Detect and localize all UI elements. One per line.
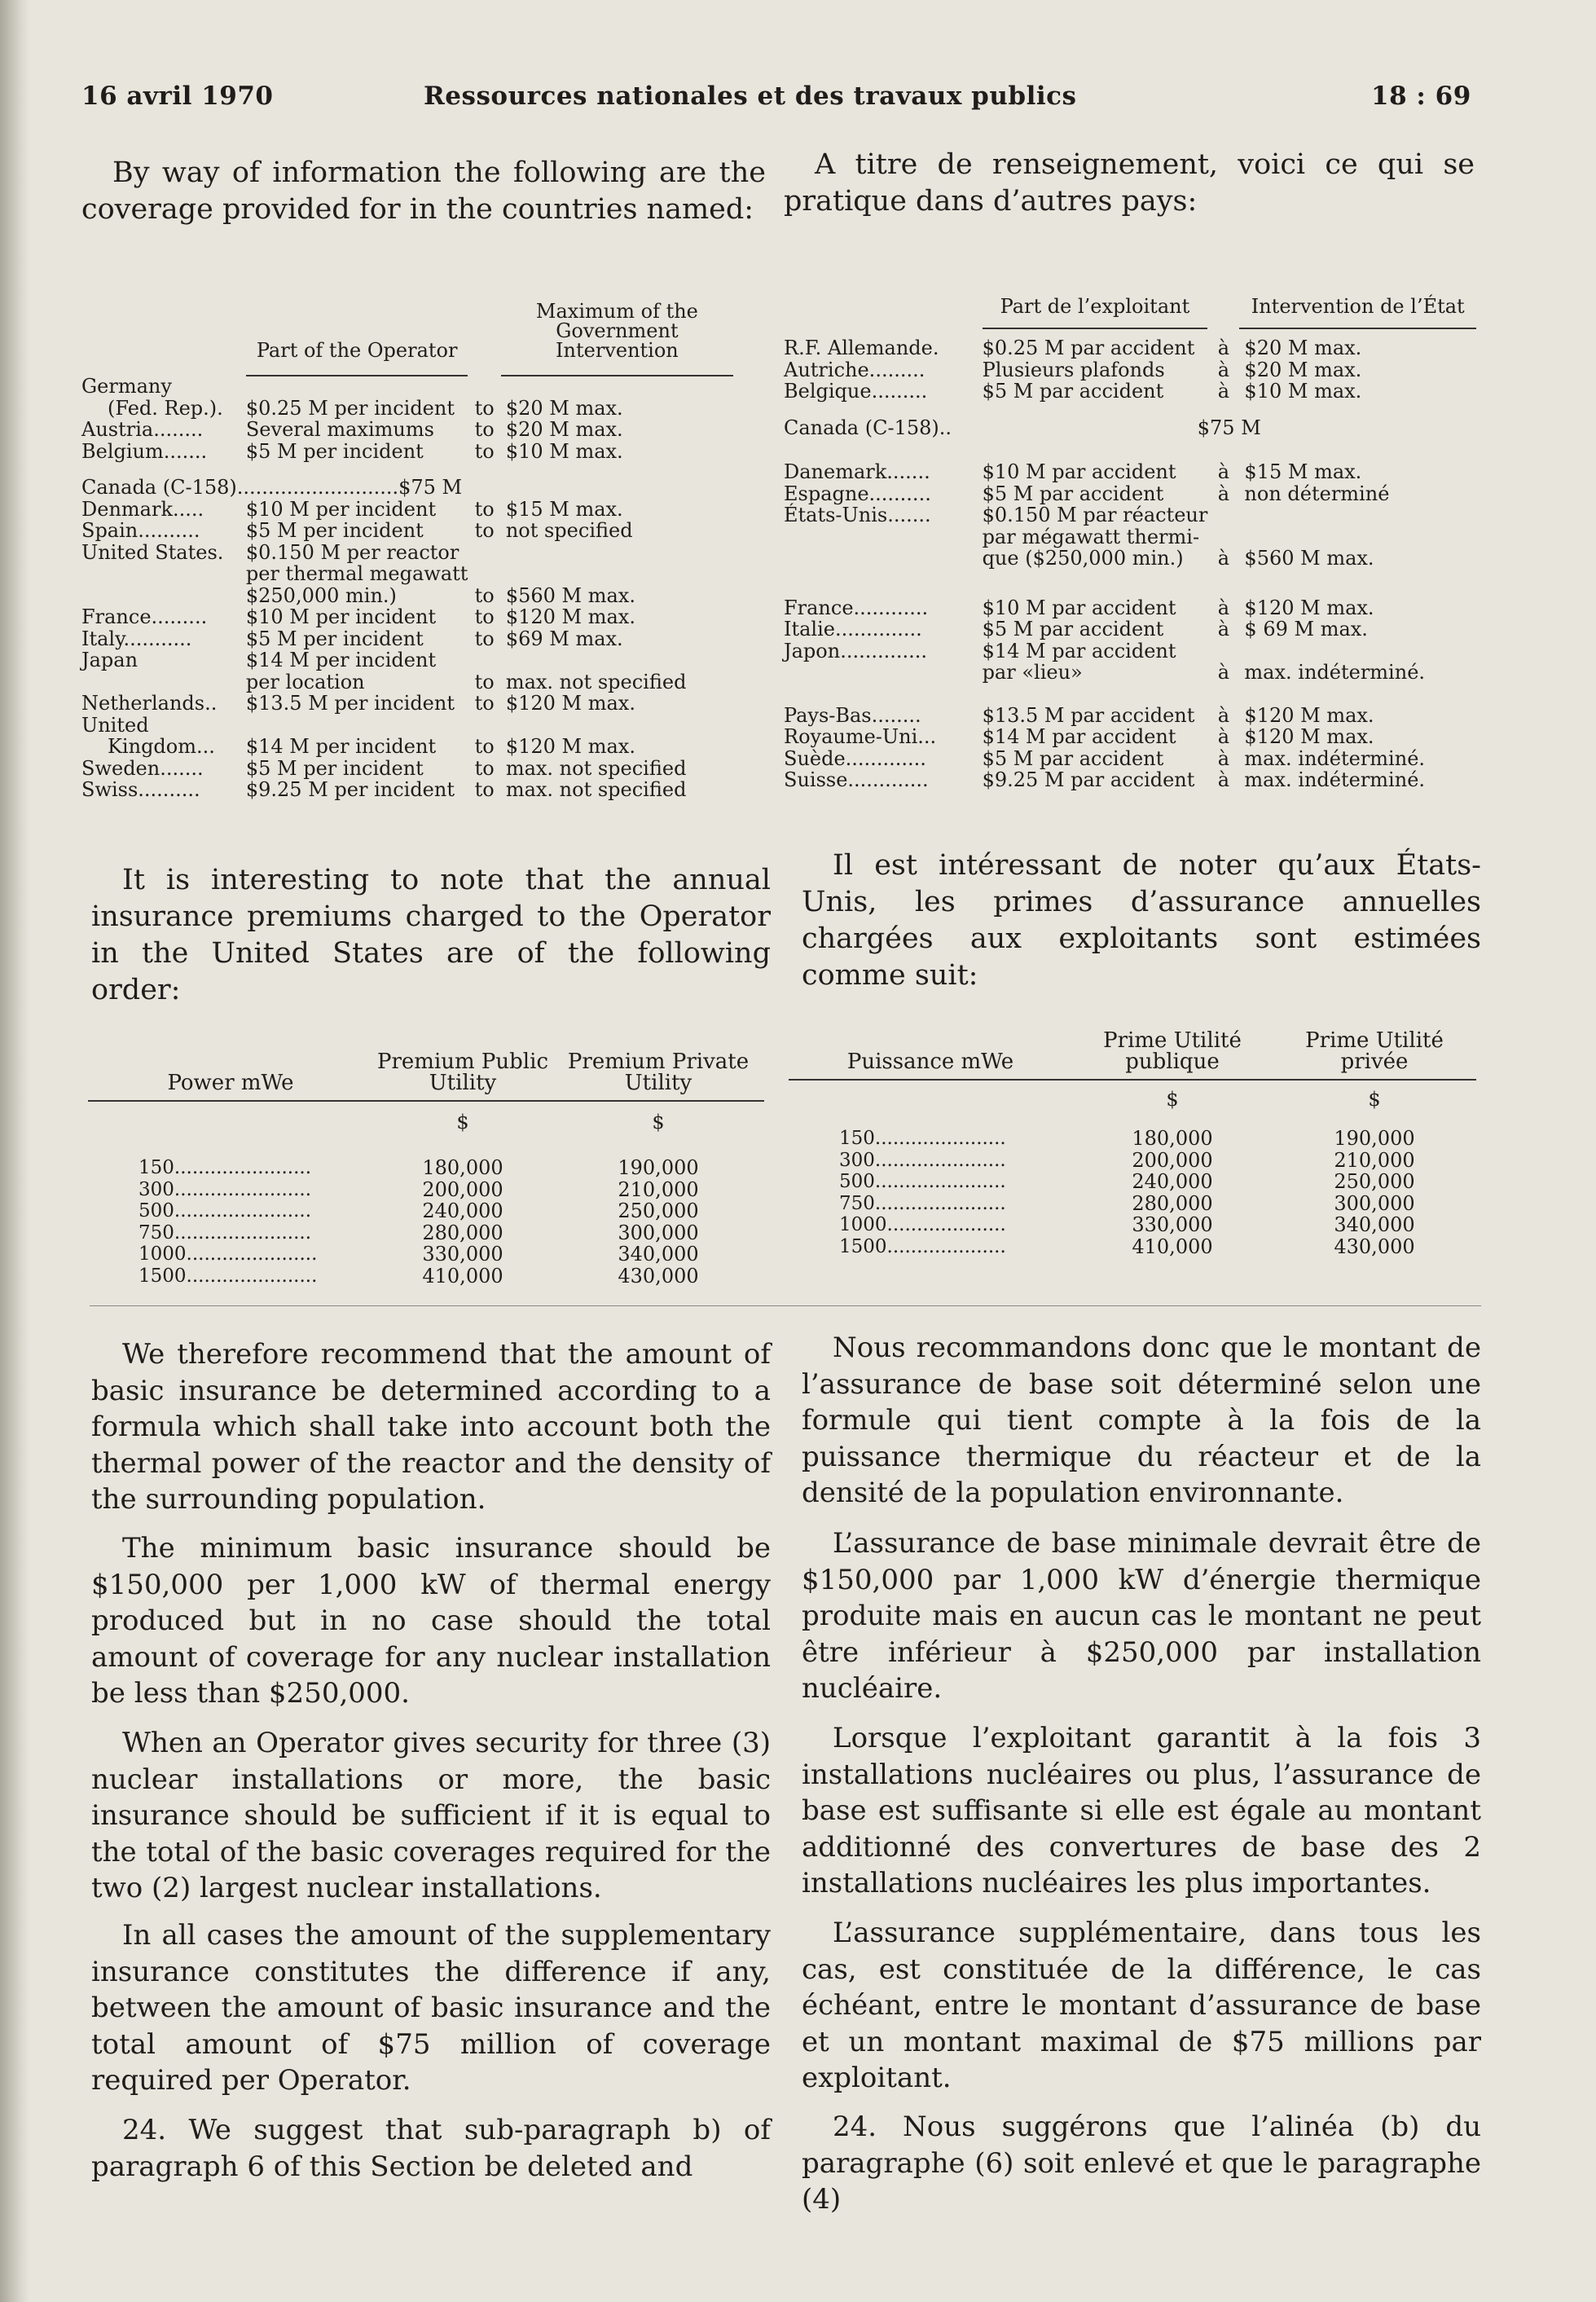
power-cell: 300...................... <box>839 1149 1006 1171</box>
table-row <box>784 705 1476 727</box>
country-cell: Pays-Bas........ <box>784 703 921 727</box>
fr-paragraph-security: Lorsque l’exploitant garantit à la fois 3 installations nucléaires ou plus, l’assurance de base est suffisante si elle est égale au montant additionné des convertures de base des 2 installations nucléaires les plus importantes. <box>802 1722 1481 1899</box>
fr-col-state: Intervention de l’État <box>1251 295 1465 318</box>
public-cell: 180,000 <box>422 1156 503 1179</box>
max-cell: $120 M max. <box>1244 703 1374 727</box>
spacer-cell <box>784 403 1476 417</box>
en-currency-private: $ <box>652 1111 665 1133</box>
max-cell: max. indéterminé. <box>1244 661 1426 684</box>
fr-paragraph-recommend: Nous recommandons donc que le montant de l’assurance de base soit déterminé selon une formule qui tient compte à la fois de la puissance thermique du réacteur et de la densité de la population environnante. <box>802 1331 1481 1509</box>
power-cell: 300....................... <box>138 1178 312 1200</box>
country-cell: Germany <box>81 375 172 398</box>
country-cell <box>784 662 983 684</box>
power-cell: 1000...................... <box>138 1243 318 1265</box>
operator-cell: $5 M par accident <box>982 618 1164 640</box>
max-cell: max. not specified <box>505 670 687 693</box>
table-row <box>88 1265 764 1287</box>
to-cell: to <box>474 583 495 607</box>
operator-cell: $13.5 M par accident <box>982 703 1195 727</box>
spacer-cell <box>784 570 1476 597</box>
power-cell: 750....................... <box>138 1221 312 1243</box>
max-cell <box>1239 526 1476 548</box>
max-cell: non déterminé <box>1244 482 1390 505</box>
table-row <box>81 398 733 420</box>
operator-cell <box>246 715 468 737</box>
en-col-power: Power mWe <box>167 1071 294 1095</box>
country-cell: Belgium....... <box>81 439 208 463</box>
en-col-government: Maximum of the Government Intervention <box>535 300 698 362</box>
table-row <box>789 1214 1476 1236</box>
table-row <box>88 1200 764 1222</box>
table-row <box>88 1243 764 1265</box>
operator-cell: $14 M par accident <box>982 639 1176 662</box>
country-cell: Espagne.......... <box>784 482 931 505</box>
fr-col-public: Prime Utilité publique <box>1103 1028 1242 1074</box>
country-cell: Suisse............. <box>784 768 929 791</box>
operator-cell: Plusieurs plafonds <box>982 358 1165 381</box>
table-row <box>784 597 1476 619</box>
header-title: Ressources nationales et des travaux publics <box>424 81 1077 111</box>
country-cell: (Fed. Rep.). <box>108 396 223 420</box>
spacer-row <box>784 403 1476 417</box>
to-cell: to <box>474 396 495 420</box>
table-row <box>789 1236 1476 1258</box>
public-cell: 240,000 <box>422 1199 503 1222</box>
power-cell: 500....................... <box>138 1200 312 1221</box>
table-row <box>81 441 733 463</box>
fr-premium-table <box>789 1030 1476 1257</box>
a-cell: à <box>1217 725 1230 748</box>
table-row <box>784 618 1476 640</box>
public-cell: 200,000 <box>422 1177 503 1201</box>
table-row <box>81 499 733 521</box>
table-row <box>784 337 1476 359</box>
max-cell <box>1239 504 1476 526</box>
max-cell <box>1239 640 1476 662</box>
public-cell: 240,000 <box>1132 1170 1213 1193</box>
max-cell: max. indéterminé. <box>1244 746 1426 770</box>
private-cell: 300,000 <box>1334 1191 1415 1215</box>
operator-cell: $14 M per incident <box>245 649 437 671</box>
public-cell: 280,000 <box>422 1221 503 1244</box>
max-cell: $69 M max. <box>505 627 623 650</box>
to-cell: to <box>474 692 495 715</box>
a-cell: à <box>1217 596 1230 619</box>
operator-cell: $10 M per incident <box>245 497 437 521</box>
en-intro-paragraph: By way of information the following are the coverage provided for in the countries named: <box>81 156 766 226</box>
to-cell: to <box>474 519 495 542</box>
fr-currency-private: $ <box>1368 1088 1381 1111</box>
fr-coverage-body <box>784 337 1476 791</box>
a-cell: à <box>1217 482 1230 505</box>
canada-value-cell: $75 M <box>1197 416 1261 439</box>
en-col-operator: Part of the Operator <box>256 339 458 362</box>
table-row <box>81 419 733 441</box>
a-cell: à <box>1217 618 1230 640</box>
country-cell: Spain.......... <box>81 519 200 542</box>
table-row <box>81 628 733 650</box>
power-cell: 500...................... <box>839 1171 1006 1192</box>
country-cell: Suède............. <box>784 746 926 770</box>
country-cell: Denmark..... <box>81 497 204 521</box>
operator-cell: $5 M par accident <box>982 482 1164 505</box>
to-cell <box>468 715 500 737</box>
table-row <box>81 736 733 758</box>
max-cell: $10 M max. <box>1244 380 1362 403</box>
table-row <box>784 461 1476 483</box>
table-row <box>81 520 733 542</box>
to-cell <box>468 563 500 585</box>
max-cell: $120 M max. <box>505 735 635 758</box>
fr-col-operator: Part de l’exploitant <box>1000 295 1190 318</box>
max-cell <box>501 542 733 564</box>
country-cell: Swiss.......... <box>81 778 200 801</box>
table-row <box>88 1222 764 1244</box>
max-cell: $120 M max. <box>505 605 635 628</box>
to-cell: to <box>474 418 495 441</box>
max-cell <box>501 649 733 671</box>
table-row <box>81 693 733 715</box>
en-paragraph-security: When an Operator gives security for three (3) nuclear installations or more, the basic insurance should be sufficient if it is equal to the total of the basic coverages required for the two (2) largest nuclear installations. <box>91 1727 771 1904</box>
to-cell: to <box>474 670 495 693</box>
country-cell: Italy........... <box>81 627 192 650</box>
a-cell <box>1207 526 1239 548</box>
table-row <box>789 1193 1476 1215</box>
operator-cell: $10 M par accident <box>982 596 1176 619</box>
public-cell: 410,000 <box>1132 1235 1213 1258</box>
table-row-canada <box>784 417 1476 439</box>
a-cell <box>1207 504 1239 526</box>
en-paragraph-supplementary: In all cases the amount of the supplementary insurance constitutes the difference if any, between the amount of basic insurance and the total amount of $75 million of coverage required per Operator. <box>91 1919 771 2097</box>
en-paragraph-recommend: We therefore recommend that the amount of basic insurance be determined according to a formula which shall take into account both the thermal power of the reactor and the density of the surrounding population. <box>91 1338 771 1516</box>
table-row <box>784 640 1476 662</box>
operator-cell: $14 M per incident <box>245 735 437 758</box>
public-cell: 410,000 <box>422 1264 503 1287</box>
max-cell: $560 M max. <box>505 583 635 607</box>
operator-cell: $9.25 M par accident <box>982 768 1195 791</box>
country-cell: Japon.............. <box>784 639 928 662</box>
table-row <box>81 649 733 671</box>
operator-cell: que ($250,000 min.) <box>982 547 1184 570</box>
fr-premiums-intro: Il est intéressant de noter qu’aux États-Unis, les primes d’assurance annuelles chargées aux exploitants sont estimées comme suit: <box>802 849 1481 992</box>
operator-cell: $5 M per incident <box>245 519 424 542</box>
country-cell: United <box>81 713 149 737</box>
operator-cell: $0.25 M per incident <box>245 396 455 420</box>
to-cell: to <box>474 497 495 521</box>
en-premiums-intro: It is interesting to note that the annual insurance premiums charged to the Operator in the United States are of the following order: <box>91 864 771 1006</box>
fr-col-power: Puissance mWe <box>846 1050 1014 1074</box>
operator-cell: $10 M per incident <box>245 605 437 628</box>
a-cell <box>1207 640 1239 662</box>
table-row <box>784 726 1476 748</box>
max-cell: $20 M max. <box>1244 337 1362 359</box>
max-cell: $15 M max. <box>1244 460 1362 483</box>
power-cell: 150....................... <box>138 1157 312 1178</box>
country-cell: Kingdom... <box>108 735 215 758</box>
country-cell <box>81 563 246 585</box>
table-row <box>784 548 1476 570</box>
en-col-private: Premium Private Utility <box>567 1050 750 1095</box>
country-cell: France......... <box>81 605 208 628</box>
table-row <box>789 1171 1476 1193</box>
book-spine-shadow <box>0 0 29 2302</box>
spacer-cell <box>784 438 1476 461</box>
operator-cell: $0.150 M per reactor <box>245 540 459 564</box>
fr-paragraph-24: 24. Nous suggérons que l’alinéa (b) du paragraphe (6) soit enlevé et que le paragraphe (4) <box>802 2111 1481 2216</box>
private-cell: 250,000 <box>618 1199 699 1222</box>
operator-cell: $5 M per incident <box>245 756 424 780</box>
table-row <box>789 1128 1476 1150</box>
max-cell: $560 M max. <box>1244 547 1374 570</box>
public-cell: 330,000 <box>1132 1213 1213 1236</box>
power-cell: 1500...................... <box>138 1265 318 1287</box>
max-cell: max. not specified <box>505 778 687 801</box>
operator-cell: $10 M par accident <box>982 460 1176 483</box>
max-cell <box>501 376 733 398</box>
max-cell: $20 M max. <box>505 396 623 420</box>
table-row <box>784 662 1476 684</box>
fr-intro-paragraph: A titre de renseignement, voici ce qui se pratique dans d’autres pays: <box>784 148 1475 218</box>
a-cell: à <box>1217 703 1230 727</box>
private-cell: 340,000 <box>618 1243 699 1265</box>
operator-cell: $13.5 M per incident <box>245 692 455 715</box>
operator-cell: $0.25 M par accident <box>982 337 1195 359</box>
en-premium-table <box>88 1051 764 1287</box>
to-cell <box>468 542 500 564</box>
private-cell: 210,000 <box>618 1177 699 1201</box>
spacer-row <box>81 462 733 477</box>
max-cell: $120 M max. <box>505 692 635 715</box>
private-cell: 190,000 <box>618 1156 699 1179</box>
fr-col-private: Prime Utilité privée <box>1305 1028 1444 1074</box>
max-cell: $120 M max. <box>1244 725 1374 748</box>
table-row <box>88 1157 764 1179</box>
power-cell: 1000.................... <box>839 1214 1006 1235</box>
table-row <box>784 381 1476 403</box>
power-cell: 750...................... <box>839 1192 1006 1214</box>
operator-cell: $5 M par accident <box>982 746 1164 770</box>
fr-premium-body <box>789 1128 1476 1257</box>
table-row <box>784 526 1476 548</box>
en-paragraph-minimum: The minimum basic insurance should be $150,000 per 1,000 kW of thermal energy produced but in no case should the total amount of coverage for any nuclear installation be less than $250,000. <box>91 1532 771 1710</box>
operator-cell: $0.150 M par réacteur <box>982 504 1208 526</box>
max-cell: max. not specified <box>505 756 687 780</box>
table-row <box>88 1179 764 1201</box>
country-cell: Austria........ <box>81 418 204 441</box>
to-cell: to <box>474 735 495 758</box>
max-cell: $120 M max. <box>1244 596 1374 619</box>
to-cell: to <box>474 627 495 650</box>
spacer-row <box>784 570 1476 597</box>
table-row <box>81 606 733 628</box>
a-cell: à <box>1217 746 1230 770</box>
fr-currency-public: $ <box>1166 1088 1179 1111</box>
en-paragraph-24: 24. We suggest that sub-paragraph b) of paragraph 6 of this Section be deleted and <box>91 2114 771 2183</box>
to-cell: to <box>474 756 495 780</box>
country-cell <box>784 548 983 570</box>
public-cell: 200,000 <box>1132 1148 1213 1172</box>
to-cell: to <box>474 778 495 801</box>
operator-cell: par «lieu» <box>982 661 1083 684</box>
a-cell: à <box>1217 337 1230 359</box>
max-cell: max. indéterminé. <box>1244 768 1426 791</box>
table-row <box>81 376 733 398</box>
en-coverage-table <box>81 302 733 801</box>
table-row <box>81 758 733 780</box>
fr-paragraph-minimum: L’assurance de base minimale devrait être de $150,000 par 1,000 kW d’énergie thermique produite mais en aucun cas le montant ne peut être inférieur à $250,000 par installation nucléaire. <box>802 1527 1481 1705</box>
public-cell: 180,000 <box>1132 1127 1213 1150</box>
country-cell: États-Unis....... <box>784 504 931 526</box>
header-page-number: 18 : 69 <box>1371 81 1471 111</box>
canada-line: Canada (C-158)..........................$75 M <box>81 476 463 499</box>
country-cell: Italie.............. <box>784 618 922 640</box>
max-cell: not specified <box>505 519 633 542</box>
max-cell: $ 69 M max. <box>1244 618 1368 640</box>
private-cell: 340,000 <box>1334 1213 1415 1236</box>
public-cell: 280,000 <box>1132 1191 1213 1215</box>
en-coverage-body <box>81 376 733 801</box>
private-cell: 430,000 <box>618 1264 699 1287</box>
country-cell: United States. <box>81 540 224 564</box>
table-row <box>81 715 733 737</box>
table-row <box>81 563 733 585</box>
en-premium-body <box>88 1157 764 1287</box>
a-cell: à <box>1217 380 1230 403</box>
en-col-public: Premium Public Utility <box>376 1050 549 1095</box>
to-cell: to <box>474 439 495 463</box>
operator-cell: Several maximums <box>245 418 434 441</box>
operator-cell: $14 M par accident <box>982 725 1176 748</box>
operator-cell: par mégawatt thermi- <box>982 525 1200 548</box>
table-row <box>81 779 733 801</box>
to-cell <box>468 376 500 398</box>
max-cell: $15 M max. <box>505 497 623 521</box>
table-row <box>789 1150 1476 1172</box>
canada-country-cell: Canada (C-158).. <box>784 416 952 439</box>
operator-cell: $9.25 M per incident <box>245 778 455 801</box>
header-date: 16 avril 1970 <box>81 81 274 111</box>
spacer-cell <box>784 684 1476 705</box>
table-row <box>81 542 733 564</box>
country-cell: Belgique......... <box>784 380 928 403</box>
table-row <box>784 748 1476 770</box>
spacer-row <box>784 438 1476 461</box>
table-row <box>81 671 733 693</box>
fr-coverage-table <box>784 297 1476 791</box>
operator-cell: per location <box>245 670 365 693</box>
operator-cell: $5 M par accident <box>982 380 1164 403</box>
a-cell: à <box>1217 547 1230 570</box>
a-cell: à <box>1217 661 1230 684</box>
operator-cell: $5 M per incident <box>245 439 424 463</box>
en-currency-public: $ <box>456 1111 469 1133</box>
private-cell: 250,000 <box>1334 1170 1415 1193</box>
table-row <box>81 585 733 607</box>
fr-paragraph-supplementary: L’assurance supplémentaire, dans tous les cas, est constituée de la différence, le cas échéant, entre le montant d’assurance de base et un montant maximal de $75 millions par exploitant. <box>802 1917 1481 2094</box>
country-cell <box>784 526 983 548</box>
table-row <box>784 769 1476 791</box>
a-cell: à <box>1217 460 1230 483</box>
operator-cell: $250,000 min.) <box>245 583 397 607</box>
country-cell: Danemark....... <box>784 460 930 483</box>
private-cell: 190,000 <box>1334 1127 1415 1150</box>
country-cell: R.F. Allemande. <box>784 337 939 359</box>
country-cell: France............ <box>784 596 929 619</box>
table-row <box>784 504 1476 526</box>
max-cell: $20 M max. <box>505 418 623 441</box>
power-cell: 150...................... <box>839 1128 1006 1149</box>
operator-cell <box>246 376 468 398</box>
to-cell <box>468 649 500 671</box>
max-cell <box>501 715 733 737</box>
country-cell <box>81 671 246 693</box>
country-cell: Japan <box>81 649 138 671</box>
country-cell <box>81 585 246 607</box>
operator-cell: $5 M per incident <box>245 627 424 650</box>
max-cell: $20 M max. <box>1244 358 1362 381</box>
table-row-canada <box>81 477 733 499</box>
public-cell: 330,000 <box>422 1243 503 1265</box>
country-cell: Sweden....... <box>81 756 204 780</box>
table-row <box>784 483 1476 505</box>
private-cell: 210,000 <box>1334 1148 1415 1172</box>
private-cell: 300,000 <box>618 1221 699 1244</box>
spacer-row <box>784 684 1476 705</box>
country-cell: Autriche......... <box>784 358 926 381</box>
private-cell: 430,000 <box>1334 1235 1415 1258</box>
a-cell: à <box>1217 358 1230 381</box>
max-cell: $10 M max. <box>505 439 623 463</box>
max-cell <box>501 563 733 585</box>
table-row <box>784 359 1476 381</box>
to-cell: to <box>474 605 495 628</box>
a-cell: à <box>1217 768 1230 791</box>
section-divider <box>90 1305 1481 1306</box>
power-cell: 1500.................... <box>839 1235 1006 1257</box>
spacer-cell <box>81 462 733 477</box>
country-cell: Royaume-Uni... <box>784 725 937 748</box>
country-cell: Netherlands.. <box>81 692 218 715</box>
operator-cell: per thermal megawatt <box>245 562 468 585</box>
